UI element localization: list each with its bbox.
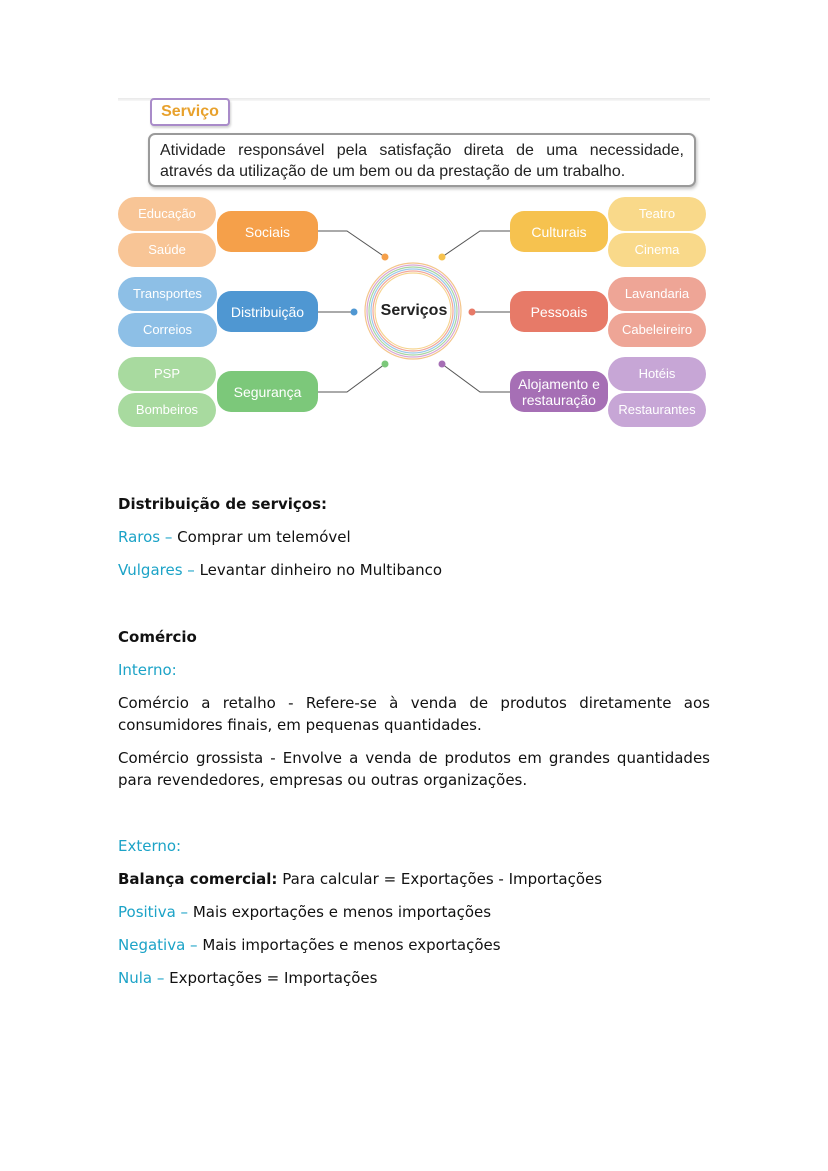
text-nula: Exportações = Importações [169, 969, 378, 987]
retalho-paragraph: Comércio a retalho - Refere-se à venda de produtos diretamente aos consumidores finais, em pequenas quantidades. [118, 694, 710, 734]
text-negativa: Mais importações e menos exportações [202, 936, 501, 954]
example-transportes: Transportes [118, 277, 217, 311]
example-saude: Saúde [118, 233, 216, 267]
line-negativa [118, 934, 710, 956]
line-vulgares [118, 559, 710, 581]
link-sociais [318, 231, 385, 257]
distribution-heading: Distribuição de serviços: [118, 495, 328, 513]
services-diagram [118, 96, 710, 432]
label-nula: Nula – [118, 969, 165, 987]
dot-alojamento [439, 361, 446, 368]
category-seguranca: Segurança [217, 371, 318, 412]
example-lavandaria: Lavandaria [608, 277, 706, 311]
example-correios: Correios [118, 313, 217, 347]
definition-box: Atividade responsável pela satisfação direta de uma necessidade, através da utilização de um bem ou da prestação de um trabalho. [148, 133, 696, 187]
example-restaurantes: Restaurantes [608, 393, 706, 427]
link-culturais [442, 231, 510, 257]
example-psp: PSP [118, 357, 216, 391]
example-teatro: Teatro [608, 197, 706, 231]
dot-distribuicao [351, 309, 358, 316]
link-seguranca [318, 364, 385, 392]
example-cabeleireiro: Cabeleireiro [608, 313, 706, 347]
line-balanca [118, 868, 710, 890]
center-label: Serviços [380, 302, 448, 319]
dot-sociais [382, 254, 389, 261]
label-raros: Raros – [118, 528, 173, 546]
figure-title: Serviço [150, 98, 230, 126]
label-balanca: Balança comercial: [118, 870, 278, 888]
category-pessoais: Pessoais [510, 291, 608, 332]
text-balanca: Para calcular = Exportações - Importações [282, 870, 603, 888]
text-positiva: Mais exportações e menos importações [192, 903, 492, 921]
example-hoteis: Hotéis [608, 357, 706, 391]
category-alojamento: Alojamento e restauração [510, 371, 608, 412]
category-culturais: Culturais [510, 211, 608, 252]
dot-pessoais [469, 309, 476, 316]
example-bombeiros: Bombeiros [118, 393, 216, 427]
example-cinema: Cinema [608, 233, 706, 267]
line-positiva [118, 901, 710, 923]
text-vulgares: Levantar dinheiro no Multibanco [199, 561, 443, 579]
line-nula [118, 967, 710, 989]
line-raros [118, 526, 710, 548]
link-alojamento [442, 364, 510, 392]
commerce-heading: Comércio [118, 628, 197, 646]
category-sociais: Sociais [217, 211, 318, 252]
externo-label: Externo: [118, 837, 182, 855]
text-raros: Comprar um telemóvel [177, 528, 351, 546]
label-vulgares: Vulgares – [118, 561, 195, 579]
dot-culturais [439, 254, 446, 261]
example-educacao: Educação [118, 197, 216, 231]
grossista-paragraph: Comércio grossista - Envolve a venda de produtos em grandes quantidades para revendedores, empresas ou outras organizações. [118, 749, 710, 789]
category-distribuicao: Distribuição [217, 291, 318, 332]
label-negativa: Negativa – [118, 936, 198, 954]
interno-label: Interno: [118, 661, 177, 679]
label-positiva: Positiva – [118, 903, 189, 921]
dot-seguranca [382, 361, 389, 368]
